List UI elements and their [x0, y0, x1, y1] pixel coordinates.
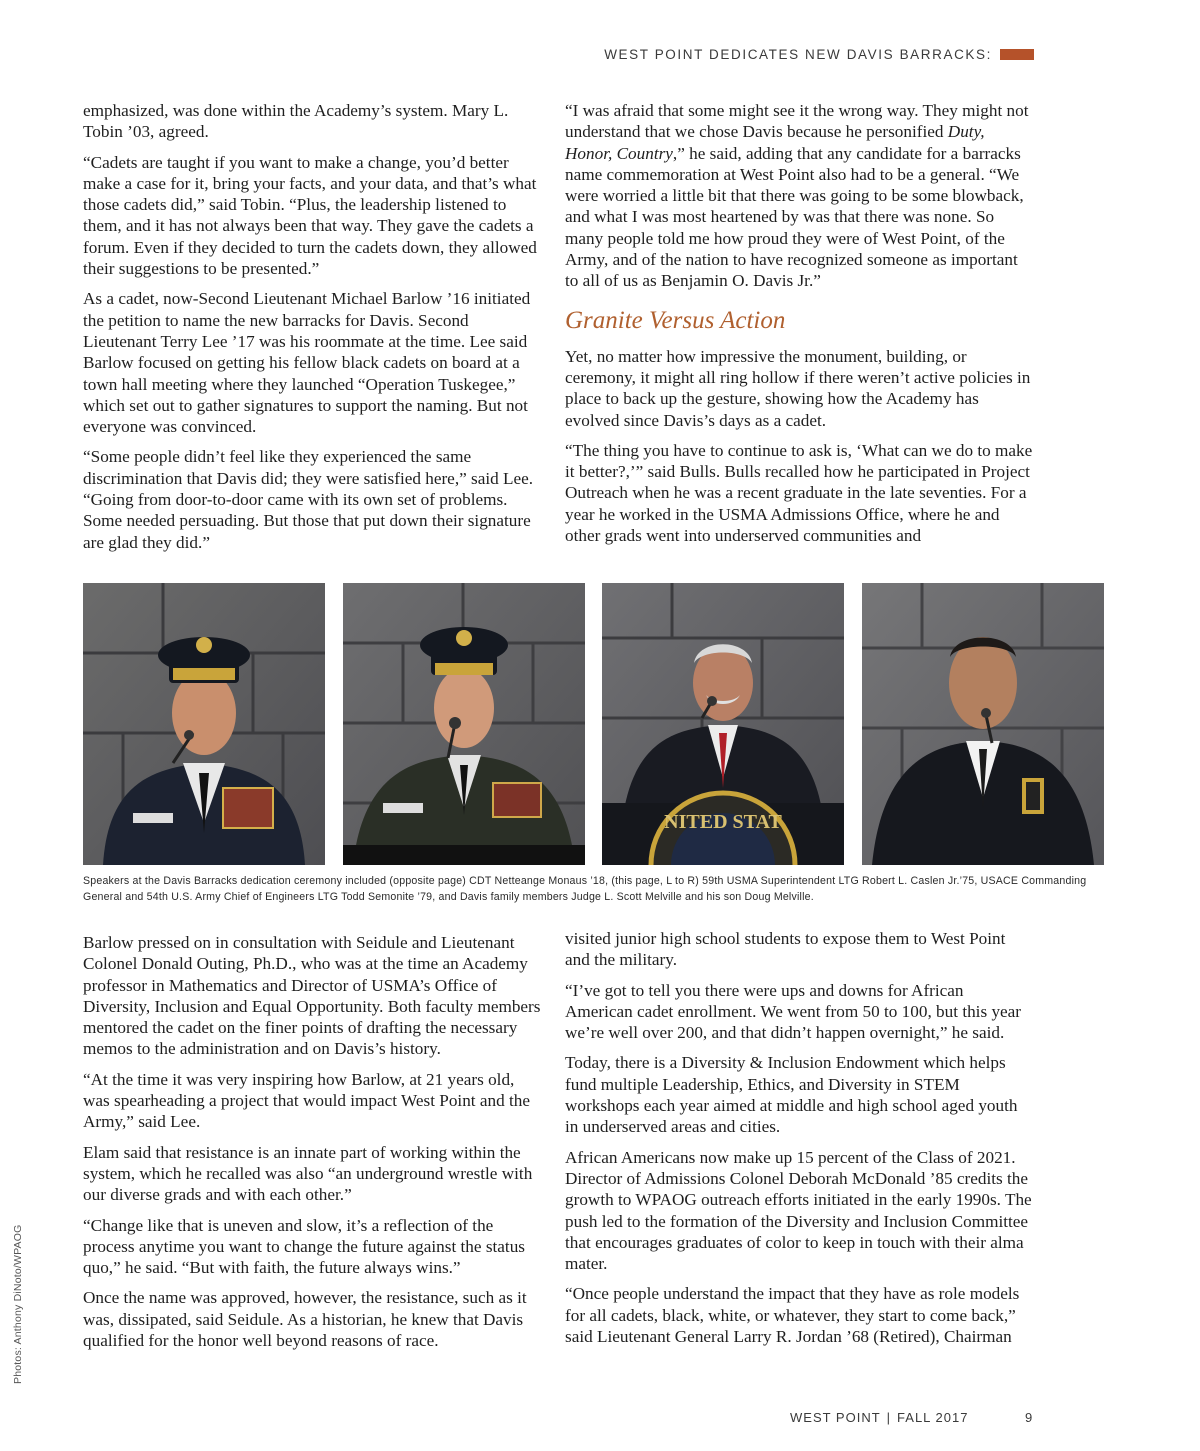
paragraph: visited junior high school students to expose them to West Point and the military. — [565, 929, 1006, 970]
paragraph: Today, there is a Diversity & Inclusion Endowment which helps fund multiple Leadership, Ethics, and Diversity in STEM workshops each year aimed at middle and high school aged youth in underserved areas and cities. — [565, 1053, 1018, 1137]
paragraph: African Americans now make up 15 percent of the Class of 2021. Director of Admissions Colonel Deborah McDonald ’85 credits the growth to WPAOG outreach efforts initiated in the early 1990s. The push led to the formation of the Diversity and Inclusion Committee that encourages graduates of color to keep in touch with their alma mater. — [565, 1147, 1032, 1274]
photo-judge-melville — [602, 583, 844, 865]
paragraph: “I’ve got to tell you there were ups and downs for African American cadet enrollment. We went from 50 to 100, but this year we’re well over 200, and that didn’t happen overnight,” he said. — [565, 980, 1022, 1043]
column-bottom-left — [83, 932, 545, 1351]
paragraph: “The thing you have to continue to ask is, ‘What can we do to make it better?,’” said Bulls. Bulls recalled how he participated in Project Outreach when he was a recent graduate in the late seventies. For a year he worked in the USMA Admissions Office, where he and other grads went into underserved communities and — [565, 440, 1033, 546]
photo-caslen — [83, 583, 325, 865]
paragraph — [565, 100, 1033, 292]
paragraph: Once the name was approved, however, the resistance, such as it was, dissipated, said Seidule. As a historian, he knew that Davis qualified for the honor well beyond reasons of race. — [83, 1288, 527, 1351]
italic-motto: Duty, Honor, Country — [565, 122, 985, 163]
paragraph: “At the time it was very inspiring how Barlow, at 21 years old, was spearheading a project that would impact West Point and the Army,” said Lee. — [83, 1069, 530, 1132]
paragraph: As a cadet, now-Second Lieutenant Michael Barlow ’16 initiated the petition to name the new barracks for Davis. Second Lieutenant Terry Lee ’17 was his roommate at the time. Lee said Barlow focused on getting his fellow black cadets on board at a town hall meeting where they launched “Operation Tuskegee,” which set out to gather signatures to support the naming. But not everyone was convinced. — [83, 289, 531, 437]
speaker-photo-1-icon — [83, 583, 325, 865]
speaker-photo-4-icon — [862, 583, 1104, 865]
seal-text: NITED STAT — [664, 811, 782, 833]
accent-bar — [1000, 49, 1034, 60]
text-run: ,” he said, adding that any candidate for a barracks name commemoration at West Point also had to be a general. “We were worried a little bit that there was going to be some blowback, and what I was most heartened by was that there was none. So many people told me how proud they were of West Point, of the Army, and of the nation to have recognized someone as important to all of us as Benjamin O. Davis Jr.” — [565, 143, 1024, 291]
photo-strip — [83, 583, 1103, 865]
column-top-right — [565, 100, 1033, 546]
text-run: “I was afraid that some might see it the wrong way. They might not understand that we chose Davis because he personified — [565, 101, 1029, 142]
footer-separator: | — [886, 1410, 892, 1425]
running-head — [604, 47, 1034, 62]
paragraph: “Once people understand the impact that they have as role models for all cadets, black, white, or whatever, they start to come back,” said Lieutenant General Larry R. Jordan ’68 (Retired), Chairman — [565, 1284, 1020, 1347]
footer-publication: WEST POINT — [790, 1410, 881, 1425]
paragraph: emphasized, was done within the Academy’s system. Mary L. Tobin ’03, agreed. — [83, 101, 509, 142]
photo-semonite — [343, 583, 585, 865]
page-number: 9 — [1025, 1410, 1034, 1425]
running-head-text: WEST POINT DEDICATES NEW DAVIS BARRACKS: — [604, 47, 992, 62]
paragraph: Yet, no matter how impressive the monument, building, or ceremony, it might all ring hollow if there weren’t active policies in place to back up the gesture, showing how the Academy has evolved since Davis’s days as a cadet. — [565, 346, 1031, 430]
footer-issue: FALL 2017 — [897, 1410, 969, 1425]
paragraph: Barlow pressed on in consultation with Seidule and Lieutenant Colonel Donald Outing, Ph.D., who was at the time an Academy professor in Mathematics and Director of USMA’s Office of Diversity, Inclusion and Equal Opportunity. Both faculty members mentored the cadet on the finer points of drafting the necessary memos to the administration and on Davis’s history. — [83, 933, 541, 1059]
column-top-left — [83, 100, 543, 553]
page-footer — [790, 1410, 1034, 1425]
speaker-photo-3-icon — [602, 583, 844, 865]
paragraph: Elam said that resistance is an innate part of working within the system, which he recalled was also “an underground wrestle with our diverse grads and with each other.” — [83, 1142, 533, 1205]
section-subhead: Granite Versus Action — [565, 306, 786, 334]
paragraph: “Change like that is uneven and slow, it’s a reflection of the process anytime you want to change the future against the status quo,” he said. “But with faith, the future always wins.” — [83, 1215, 525, 1278]
column-bottom-right — [565, 928, 1033, 1347]
photo-doug-melville — [862, 583, 1104, 865]
paragraph: “Some people didn’t feel like they experienced the same discrimination that Davis did; they were satisfied here,” said Lee. “Going from door-to-door came with its own set of problems. Some needed persuading. But those that put down their signature are glad they did.” — [83, 447, 534, 552]
speaker-photo-2-icon — [343, 583, 585, 865]
photo-caption: Speakers at the Davis Barracks dedication ceremony included (opposite page) CDT Netteange Monaus ’18, (this page, L to R) 59th USMA Superintendent LTG Robert L. Caslen Jr.’75, USACE Commanding General and 54th U.S. Army Chief of Engineers LTG Todd Semonite ’79, and Davis family members Judge L. Scott Melville and his son Doug Melville. — [83, 875, 1087, 903]
photo-credit: Photos: Anthony DiNoto/WPAOG — [12, 1224, 24, 1384]
paragraph: “Cadets are taught if you want to make a change, you’d better make a case for it, bring your facts, and your data, and that’s what those cadets did,” said Tobin. “Plus, the leadership listened to them, and it has not always been that way. They gave the cadets a forum. Even if they decided to turn the cadets down, they allowed their suggestions to be presented.” — [83, 152, 537, 279]
